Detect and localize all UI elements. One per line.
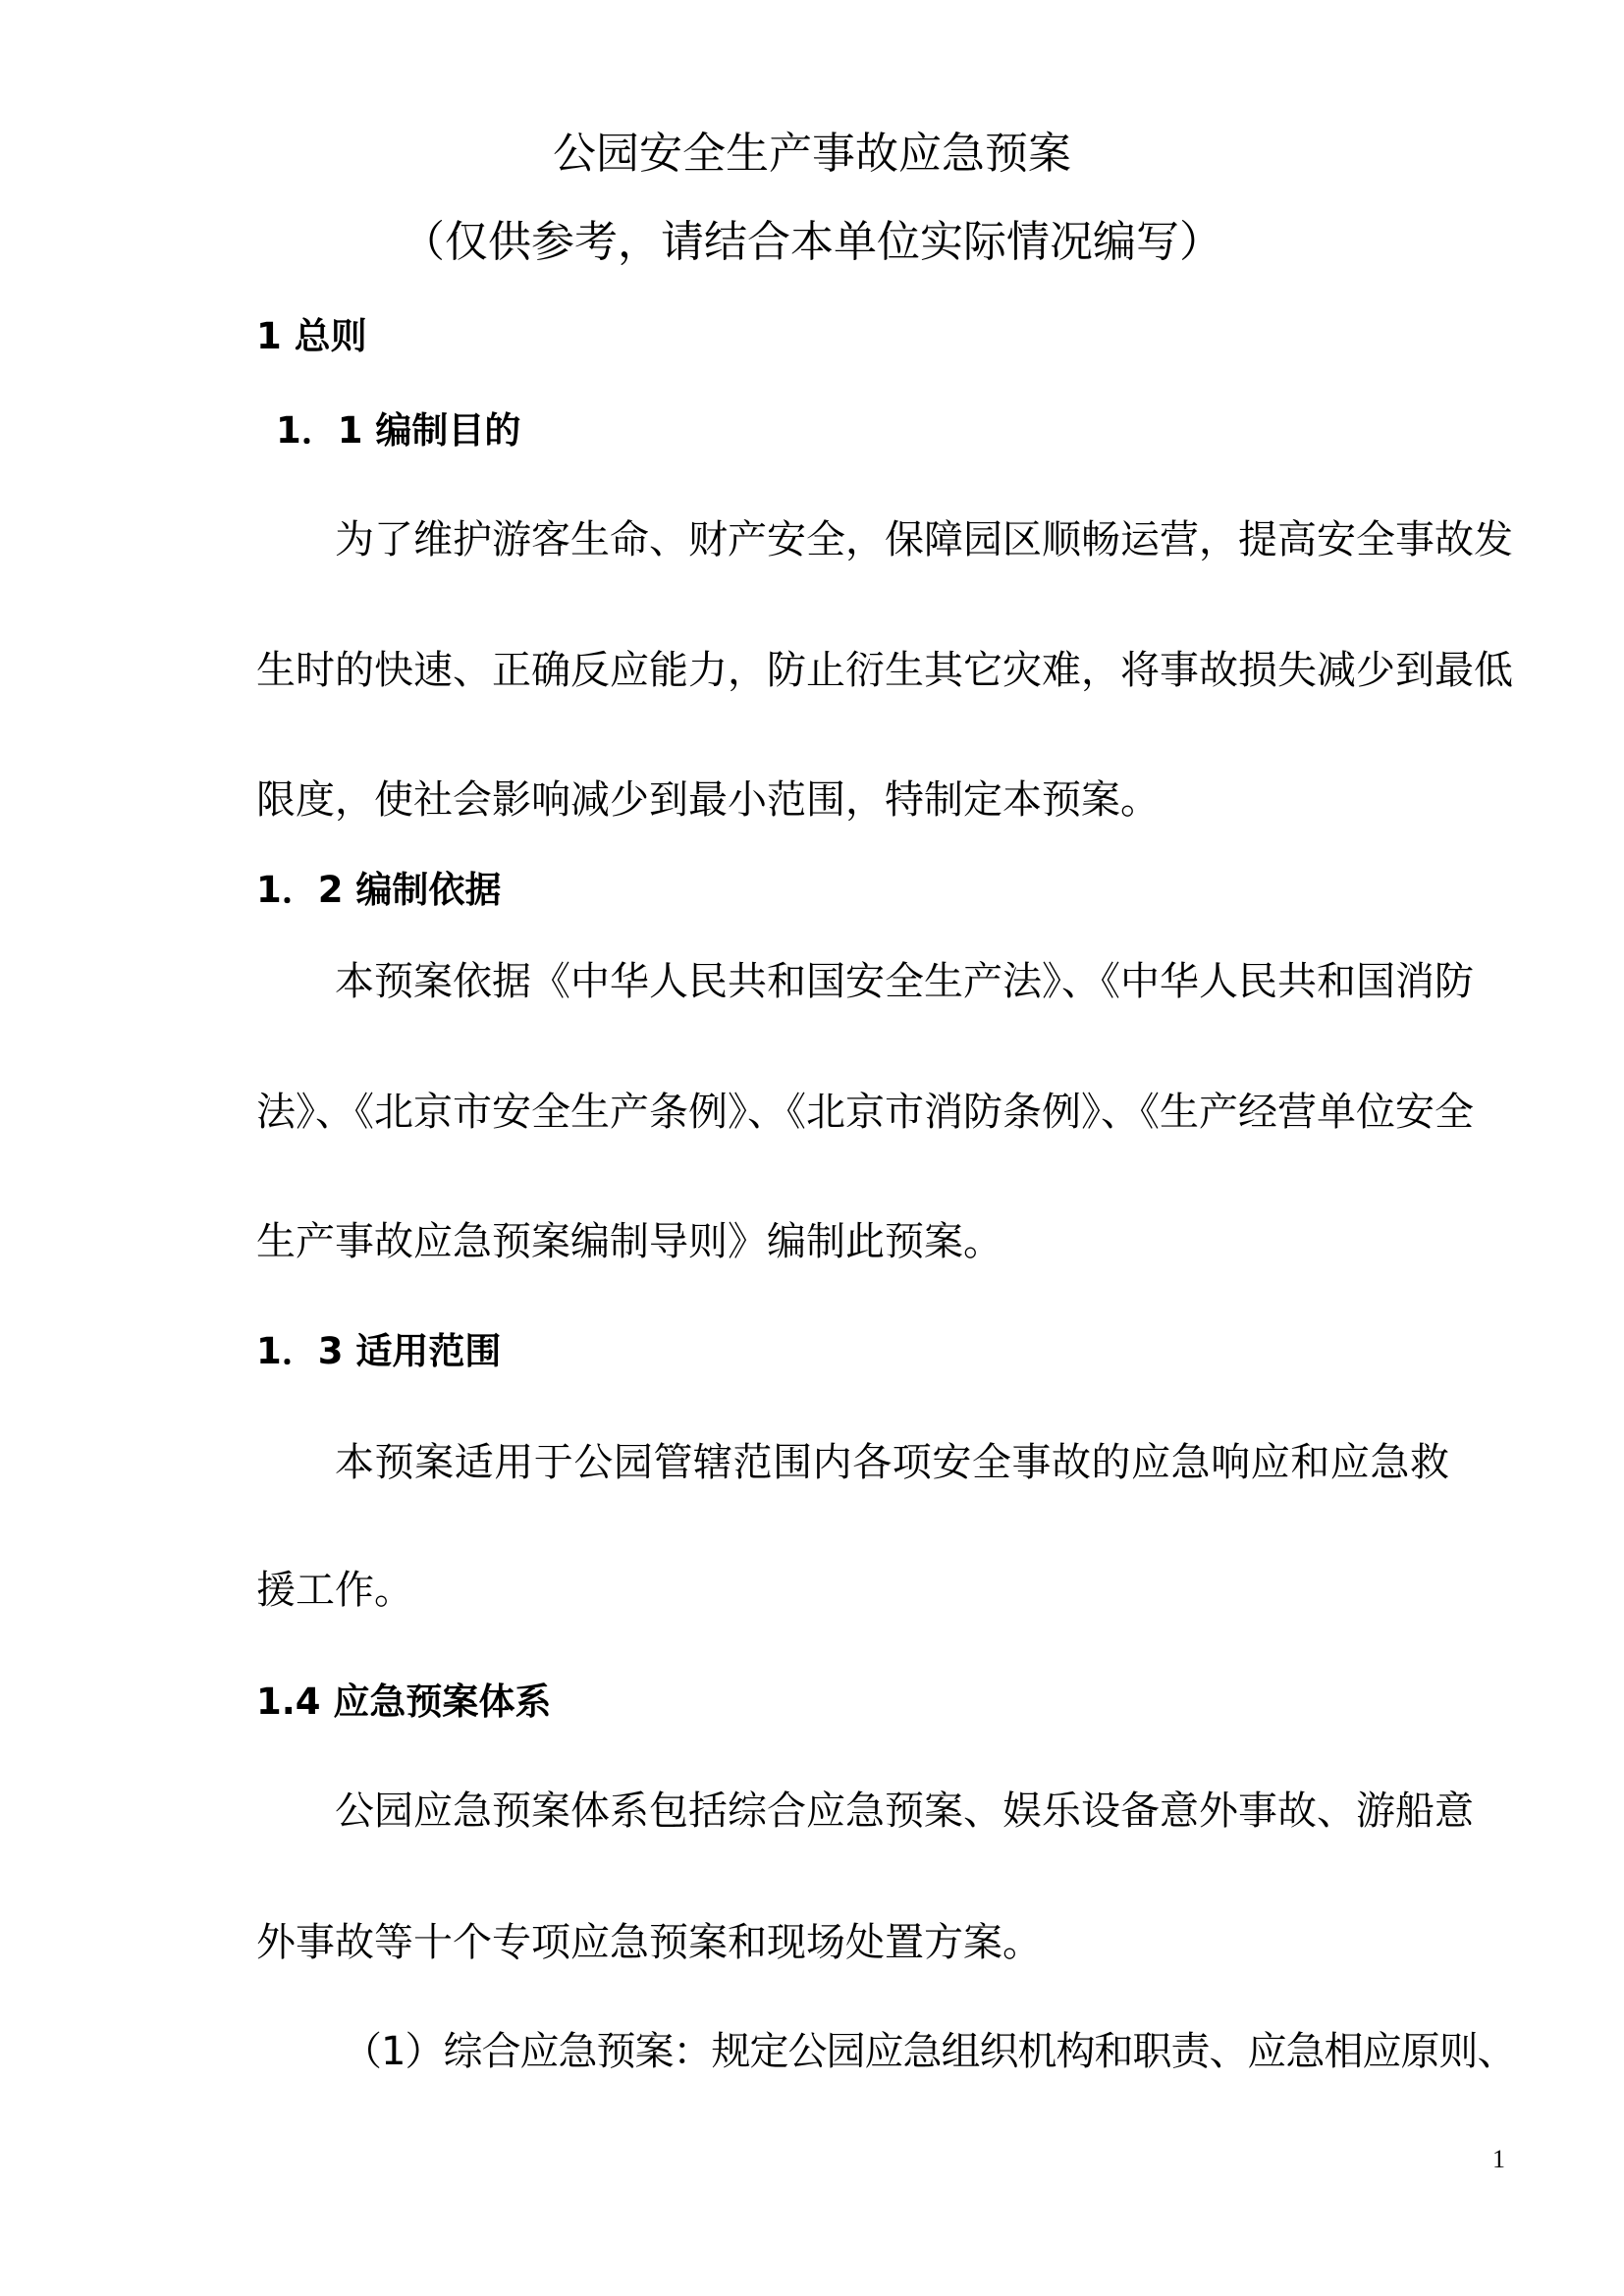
document-subtitle: （仅供参考，请结合本单位实际情况编写） (402, 217, 1222, 267)
paragraph-line: 为了维护游客生命、财产安全，保障园区顺畅运营，提高安全事故发 (335, 517, 1513, 562)
paragraph-line: 本预案依据《中华人民共和国安全生产法》、《中华人民共和国消防 (335, 959, 1474, 1004)
paragraph-line: 生产事故应急预案编制导则》编制此预案。 (256, 1219, 1002, 1264)
paragraph-line: 援工作。 (256, 1568, 413, 1613)
section-heading: 1 总则 (256, 315, 367, 357)
section-heading: 1．3 适用范围 (256, 1330, 502, 1372)
paragraph-line: 公园应急预案体系包括综合应急预案、娱乐设备意外事故、游船意 (335, 1789, 1474, 1834)
page-number: 1 (1492, 2145, 1505, 2173)
paragraph-line: 生时的快速、正确反应能力，防止衍生其它灾难，将事故损失减少到最低 (256, 648, 1513, 693)
paragraph-line: 限度，使社会影响减少到最小范围，特制定本预案。 (256, 777, 1160, 823)
paragraph-line: （1）综合应急预案：规定公园应急组织机构和职责、应急相应原则、 (343, 2029, 1516, 2074)
document-title: 公园安全生产事故应急预案 (553, 129, 1071, 179)
section-heading: 1.4 应急预案体系 (256, 1681, 552, 1723)
paragraph-line: 法》、《北京市安全生产条例》、《北京市消防条例》、《生产经营单位安全 (256, 1090, 1474, 1135)
paragraph-line: 本预案适用于公园管辖范围内各项安全事故的应急响应和应急救 (335, 1440, 1449, 1485)
section-heading: 1．1 编制目的 (276, 409, 521, 452)
paragraph-line: 外事故等十个专项应急预案和现场处置方案。 (256, 1920, 1042, 1965)
section-heading: 1．2 编制依据 (256, 869, 502, 911)
